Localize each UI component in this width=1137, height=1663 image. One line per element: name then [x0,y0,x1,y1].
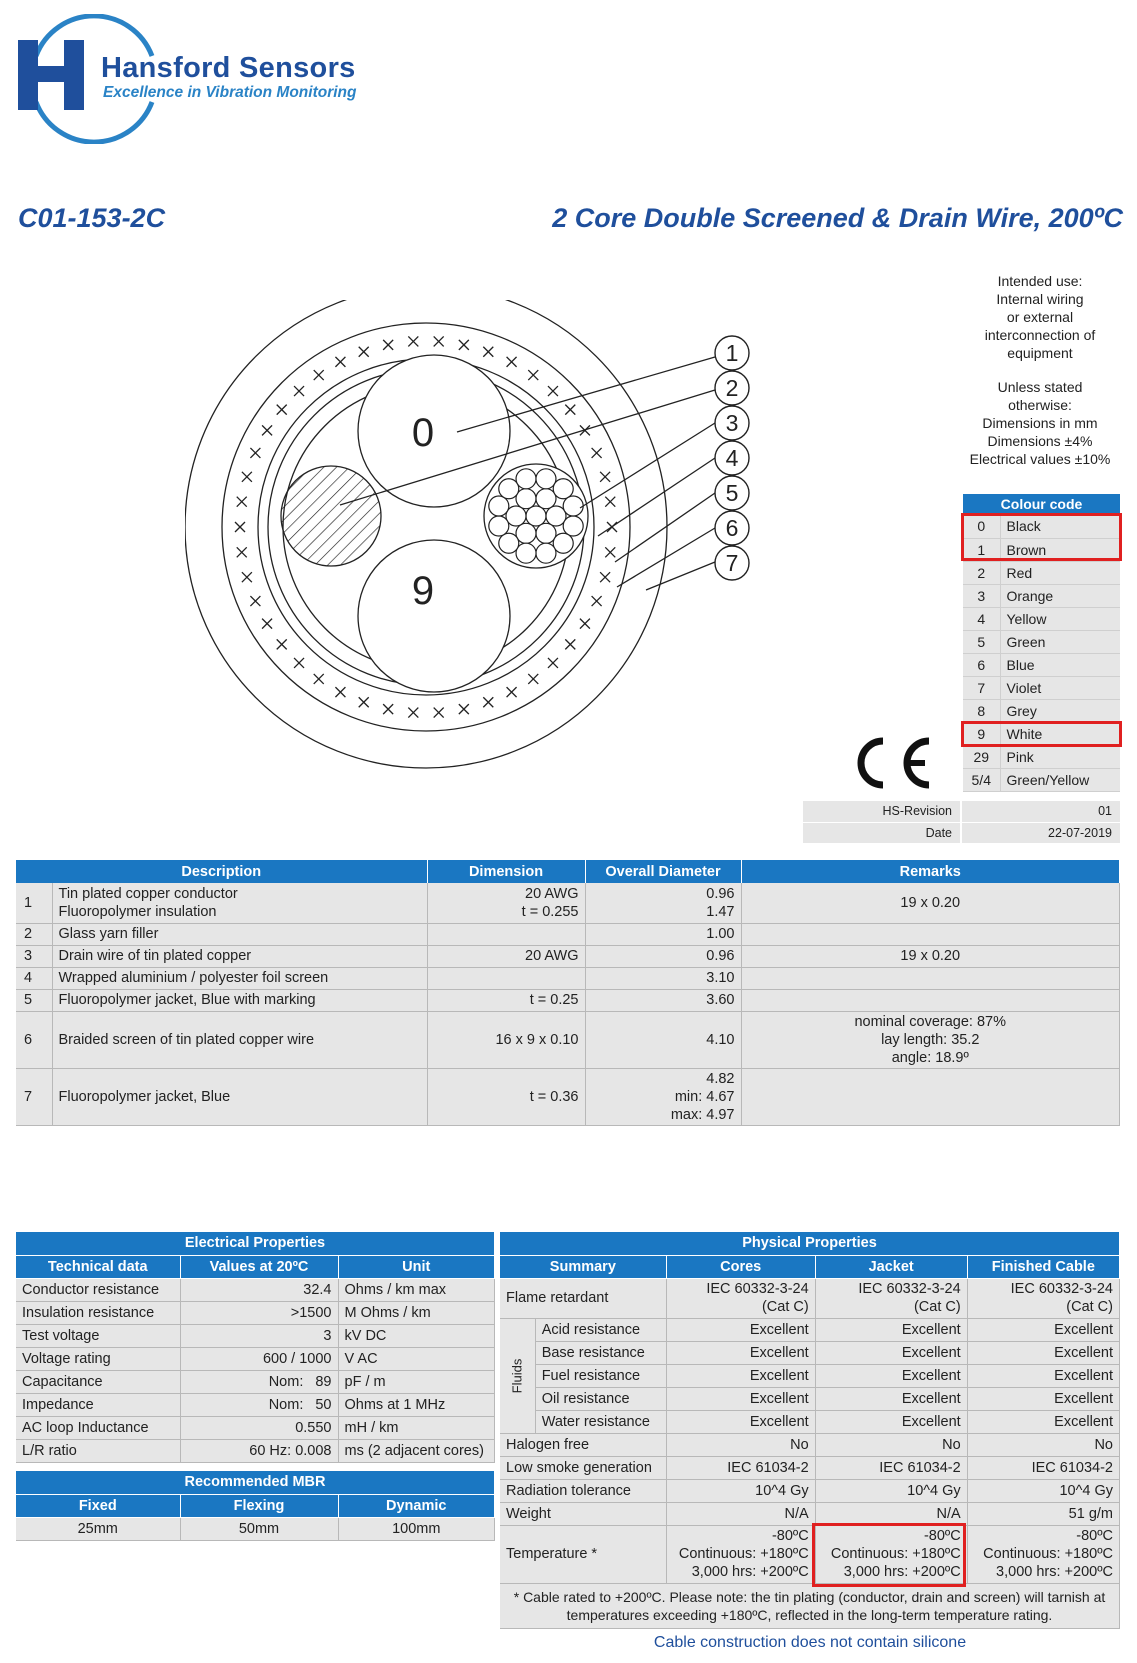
property-name: Insulation resistance [16,1301,180,1324]
overall-diameter-cell [585,1011,741,1068]
callout-number: 4 [725,445,739,471]
date-value: 22-07-2019 [961,822,1120,843]
cores-cell [666,1278,815,1318]
table-row [500,1364,1120,1387]
callout-number: 1 [725,340,739,366]
intended-use-notes [950,272,1130,468]
finished-cable-cell [967,1525,1119,1583]
remarks-cell [741,923,1120,945]
col-header-dimension: Dimension [427,860,585,883]
property-value [180,1439,338,1462]
colour-name: Brown [1000,538,1120,561]
description-cell-line: Glass yarn filler [58,926,159,942]
finished-cable-cell: IEC 61034-2 [967,1456,1119,1479]
value-number: 0.550 [295,1419,332,1436]
callout-number: 3 [725,410,739,436]
colour-number: 29 [963,745,1000,768]
table-row [16,1393,495,1416]
ce-mark-icon [843,735,933,791]
strand [536,489,556,509]
cores-cell-line: Continuous: +180ºC [678,1546,809,1562]
callout-number: 5 [725,480,739,506]
value-number: >1500 [290,1304,332,1321]
electrical-title: Electrical Properties [16,1232,495,1255]
description-cell [52,1068,427,1125]
description-cell-line: Fluoropolymer jacket, Blue with marking [58,992,316,1008]
table-row [16,967,1120,989]
property-value [180,1347,338,1370]
colour-code-row [963,768,1120,791]
jacket-cell: IEC 61034-2 [815,1456,967,1479]
property-name: Capacitance [16,1370,180,1393]
physical-title: Physical Properties [500,1232,1120,1255]
property-name: Halogen free [500,1433,666,1456]
strand [506,506,526,526]
strand [536,543,556,563]
description-cell-line: Tin plated copper conductor [58,885,238,902]
jacket-cell: Excellent [815,1410,967,1433]
property-name: Impedance [16,1393,180,1416]
colour-number: 4 [963,607,1000,630]
colour-name: Violet [1000,676,1120,699]
dimension-cell-line: t = 0.25 [529,992,579,1008]
property-name: Fuel resistance [535,1364,666,1387]
remarks-cell-line: nominal coverage: 87% [854,1013,1007,1030]
strand [553,479,573,499]
mbr-fixed-value: 25mm [16,1517,180,1540]
description-cell [52,1011,427,1068]
value-number: 60 Hz: 0.008 [249,1442,332,1459]
colour-number: 0 [963,515,1000,538]
strand [553,533,573,553]
colour-name: Red [1000,561,1120,584]
jacket-cell: N/A [815,1502,967,1525]
property-name: Conductor resistance [16,1278,180,1301]
colour-number: 9 [963,722,1000,745]
colour-name: White [1000,722,1120,745]
overall-diameter-cell-line: 4.82 [706,1070,735,1087]
property-name: Acid resistance [535,1318,666,1341]
jacket-cell: Excellent [815,1364,967,1387]
mbr-flexing-value: 50mm [180,1517,338,1540]
overall-diameter-cell-line: 1.00 [706,926,735,942]
cores-cell: N/A [666,1502,815,1525]
colour-name: Green [1000,630,1120,653]
description-cell-line: Fluoropolymer insulation [58,903,217,920]
table-row [500,1410,1120,1433]
note-line: Unless stated [997,379,1083,395]
colour-name: Black [1000,515,1120,538]
table-row [16,1278,495,1301]
overall-diameter-cell-line: 1.47 [706,903,735,920]
table-row [16,1068,1120,1125]
property-name: Flame retardant [500,1278,666,1318]
table-row [16,1347,495,1370]
part-code: C01-153-2C [18,203,166,233]
property-value [180,1416,338,1439]
table-row [16,1324,495,1347]
colour-code-header: Colour code [963,494,1120,515]
table-row [500,1341,1120,1364]
note-line: Internal wiring [996,291,1084,307]
finished-cable-cell: Excellent [967,1410,1119,1433]
jacket-cell-line: -80ºC [923,1528,961,1544]
colour-number: 6 [963,653,1000,676]
description-cell-line: Wrapped aluminium / polyester foil screen [58,970,329,986]
col-header-finished-cable: Finished Cable [967,1255,1119,1278]
strand [499,479,519,499]
property-unit: Ohms / km max [338,1278,495,1301]
colour-number: 3 [963,584,1000,607]
finished-cable-cell: 51 g/m [967,1502,1119,1525]
note-line: equipment [1007,345,1073,361]
colour-number: 5/4 [963,768,1000,791]
jacket-cell: No [815,1433,967,1456]
description-cell [52,883,427,923]
colour-code-row [963,607,1120,630]
note-line: Dimensions in mm [982,415,1098,431]
callout-number: 2 [725,375,739,401]
colour-number: 8 [963,699,1000,722]
overall-diameter-cell [585,989,741,1011]
core-label-9: 9 [411,569,435,613]
row-number: 2 [16,923,52,945]
remarks-cell [741,989,1120,1011]
dimension-cell-line: 20 AWG [525,885,579,902]
construction-table [16,860,1120,1126]
strand [516,543,536,563]
table-row [500,1318,1120,1341]
table-row [16,989,1120,1011]
colour-code-row [963,676,1120,699]
colour-name: Pink [1000,745,1120,768]
property-name: Voltage rating [16,1347,180,1370]
col-header-flexing: Flexing [180,1494,338,1517]
silicone-note: Cable construction does not contain silicone [653,1634,967,1651]
dimension-cell [427,883,585,923]
col-header-remarks: Remarks [741,860,1120,883]
mbr-table [16,1471,495,1541]
col-header-overall-diameter: Overall Diameter [585,860,741,883]
strand [499,533,519,553]
row-number: 4 [16,967,52,989]
dimension-cell [427,1068,585,1125]
cores-cell [666,1525,815,1583]
overall-diameter-cell [585,923,741,945]
part-title: 2 Core Double Screened & Drain Wire, 200ºC [552,203,1123,233]
revision-value: 01 [961,801,1120,822]
temperature-footnote: * Cable rated to +200ºC. Please note: the tin plating (conductor, drain and screen) will tarnish at temperatures exceeding +180ºC, reflected in the long-term temperature rating. [500,1583,1120,1628]
dimension-cell-line: 16 x 9 x 0.10 [495,1031,579,1048]
cores-cell: Excellent [666,1387,815,1410]
jacket-cell: Excellent [815,1318,967,1341]
strand [516,523,536,543]
property-unit: kV DC [338,1324,495,1347]
core-label-0: 0 [411,411,435,455]
remarks-cell [741,1068,1120,1125]
strand [516,469,536,489]
overall-diameter-cell [585,967,741,989]
col-header-dynamic: Dynamic [338,1494,495,1517]
row-number: 1 [16,883,52,923]
table-row [500,1456,1120,1479]
value-number: 32.4 [303,1281,332,1298]
note-line: otherwise: [1008,397,1072,413]
colour-number: 2 [963,561,1000,584]
colour-code-row [963,745,1120,768]
finished-cable-cell [967,1278,1119,1318]
note-line: Electrical values ±10% [969,451,1111,467]
property-unit: pF / m [338,1370,495,1393]
col-header-description: Description [16,860,427,883]
overall-diameter-cell-line: 3.60 [706,992,735,1008]
colour-code-row [963,584,1120,607]
value-number: 50 [315,1396,332,1413]
table-row [16,923,1120,945]
finished-cable-cell: Excellent [967,1387,1119,1410]
cores-cell: Excellent [666,1364,815,1387]
strand [546,506,566,526]
strand [489,516,509,536]
cores-cell-line: (Cat C) [761,1299,809,1315]
property-name: L/R ratio [16,1439,180,1462]
finished-cable-cell-line: IEC 60332-3-24 [1010,1281,1113,1297]
property-name: Temperature * [500,1525,666,1583]
col-header-unit: Unit [338,1255,495,1278]
property-value [180,1301,338,1324]
cores-cell: IEC 61034-2 [666,1456,815,1479]
col-header-values: Values at 20ºC [180,1255,338,1278]
row-number: 7 [16,1068,52,1125]
overall-diameter-cell [585,1068,741,1125]
dimension-cell [427,923,585,945]
strand [563,516,583,536]
cable-cross-section-diagram [185,300,835,800]
finished-cable-cell: No [967,1433,1119,1456]
colour-name: Green/Yellow [1000,768,1120,791]
overall-diameter-cell-line: 0.96 [706,948,735,964]
revision-label: HS-Revision [803,801,961,822]
finished-cable-cell: 10^4 Gy [967,1479,1119,1502]
table-row [500,1278,1120,1318]
overall-diameter-cell-line: 0.96 [706,885,735,902]
remarks-cell [741,967,1120,989]
table-row [16,1301,495,1324]
finished-cable-cell-line: -80ºC [1076,1528,1113,1544]
table-row [500,1387,1120,1410]
property-unit: ms (2 adjacent cores) [338,1439,495,1462]
colour-number: 1 [963,538,1000,561]
table-row [16,1011,1120,1068]
finished-cable-cell-line: (Cat C) [1066,1299,1113,1315]
property-value [180,1324,338,1347]
remarks-cell [741,883,1120,923]
remarks-cell [741,1011,1120,1068]
overall-diameter-cell [585,883,741,923]
table-row [16,1370,495,1393]
property-unit: Ohms at 1 MHz [338,1393,495,1416]
col-header-technical-data: Technical data [16,1255,180,1278]
property-value [180,1393,338,1416]
highlight-box-white [961,721,1122,747]
fluids-group-label [500,1318,535,1433]
strand [516,489,536,509]
strand [526,506,546,526]
colour-name: Orange [1000,584,1120,607]
property-unit: V AC [338,1347,495,1370]
highlight-box-black-brown [961,513,1122,561]
overall-diameter-cell-line: max: 4.97 [670,1106,735,1123]
highlight-box-jacket-temperature [812,1523,966,1587]
property-name: Weight [500,1502,666,1525]
row-number: 5 [16,989,52,1011]
jacket-cell: Excellent [815,1341,967,1364]
date-label: Date [803,822,961,843]
value-prefix: Nom: [268,1373,304,1390]
table-row [16,945,1120,967]
description-cell-line: Braided screen of tin plated copper wire [58,1031,315,1048]
jacket-cell: Excellent [815,1387,967,1410]
jacket-cell-line: 3,000 hrs: +200ºC [843,1564,961,1580]
fluids-label: Fluids [509,1358,525,1393]
colour-code-row [963,630,1120,653]
row-number: 3 [16,945,52,967]
company-tagline: Excellence in Vibration Monitoring [103,84,357,101]
finished-cable-cell: Excellent [967,1341,1119,1364]
company-name: Hansford Sensors [101,52,356,84]
property-unit: mH / km [338,1416,495,1439]
note-line: interconnection of [984,327,1096,343]
cores-cell: Excellent [666,1318,815,1341]
col-header-cores: Cores [666,1255,815,1278]
property-name: Radiation tolerance [500,1479,666,1502]
table-row [500,1479,1120,1502]
colour-name: Grey [1000,699,1120,722]
cores-cell: No [666,1433,815,1456]
jacket-cell-line: IEC 60332-3-24 [858,1281,961,1297]
colour-number: 5 [963,630,1000,653]
cores-cell: Excellent [666,1410,815,1433]
description-cell [52,989,427,1011]
jacket-cell-line: (Cat C) [913,1299,961,1315]
jacket-cell [815,1278,967,1318]
remarks-cell-line: 19 x 0.20 [900,894,961,911]
note-line: Dimensions ±4% [987,433,1093,449]
value-number: 89 [315,1373,332,1390]
col-header-summary: Summary [500,1255,666,1278]
description-cell [52,967,427,989]
colour-name: Yellow [1000,607,1120,630]
electrical-properties-table [16,1232,495,1463]
overall-diameter-cell-line: min: 4.67 [674,1088,735,1105]
colour-number: 7 [963,676,1000,699]
table-row [16,1416,495,1439]
colour-code-row [963,653,1120,676]
property-value [180,1278,338,1301]
strand [536,469,556,489]
table-row [500,1525,1120,1583]
description-cell-line: Fluoropolymer jacket, Blue [58,1088,231,1105]
property-unit: M Ohms / km [338,1301,495,1324]
note-line: or external [1006,309,1074,325]
finished-cable-cell-line: 3,000 hrs: +200ºC [996,1564,1113,1580]
dimension-cell [427,967,585,989]
dimension-cell-line: t = 0.255 [521,903,579,920]
col-header-fixed: Fixed [16,1494,180,1517]
colour-name: Blue [1000,653,1120,676]
cores-cell: 10^4 Gy [666,1479,815,1502]
value-number: 600 / 1000 [262,1350,332,1367]
value-number: 3 [323,1327,332,1344]
cores-cell-line: 3,000 hrs: +200ºC [691,1564,809,1580]
dimension-cell [427,945,585,967]
remarks-cell [741,945,1120,967]
description-cell [52,945,427,967]
overall-diameter-cell [585,945,741,967]
strand [563,496,583,516]
remarks-cell-line: angle: 18.9º [891,1049,969,1066]
overall-diameter-cell-line: 3.10 [706,970,735,986]
cores-cell: Excellent [666,1341,815,1364]
cores-cell-line: IEC 60332-3-24 [706,1281,809,1297]
jacket-cell: 10^4 Gy [815,1479,967,1502]
remarks-cell-line: lay length: 35.2 [881,1031,980,1048]
physical-properties-table [500,1232,1120,1629]
finished-cable-cell: Excellent [967,1364,1119,1387]
footnote-row [500,1583,1120,1628]
description-cell-line: Drain wire of tin plated copper [58,948,252,964]
finished-cable-cell: Excellent [967,1318,1119,1341]
remarks-cell-line: 19 x 0.20 [900,948,961,964]
colour-code-row [963,699,1120,722]
table-row [500,1502,1120,1525]
table-row [500,1433,1120,1456]
mbr-dynamic-value: 100mm [338,1517,495,1540]
revision-table [803,801,1120,844]
property-name: Base resistance [535,1341,666,1364]
strand [489,496,509,516]
overall-diameter-cell-line: 4.10 [706,1031,735,1048]
jacket-cell-line: Continuous: +180ºC [830,1546,961,1562]
description-cell [52,923,427,945]
dimension-cell [427,989,585,1011]
property-name: Test voltage [16,1324,180,1347]
row-number: 6 [16,1011,52,1068]
property-value [180,1370,338,1393]
property-name: AC loop Inductance [16,1416,180,1439]
finished-cable-cell-line: Continuous: +180ºC [983,1546,1113,1562]
strand [536,523,556,543]
table-row [16,883,1120,923]
mbr-title: Recommended MBR [16,1471,495,1494]
dimension-cell-line: 20 AWG [525,948,579,964]
callout-number: 6 [725,515,739,541]
dimension-cell [427,1011,585,1068]
property-name: Low smoke generation [500,1456,666,1479]
col-header-jacket: Jacket [815,1255,967,1278]
value-prefix: Nom: [268,1396,304,1413]
property-name: Water resistance [535,1410,666,1433]
property-name: Oil resistance [535,1387,666,1410]
colour-code-row [963,561,1120,584]
dimension-cell-line: t = 0.36 [529,1088,579,1105]
note-line: Intended use: [997,273,1083,289]
cores-cell-line: -80ºC [771,1528,809,1544]
table-row [16,1439,495,1462]
callout-number: 7 [725,550,739,576]
